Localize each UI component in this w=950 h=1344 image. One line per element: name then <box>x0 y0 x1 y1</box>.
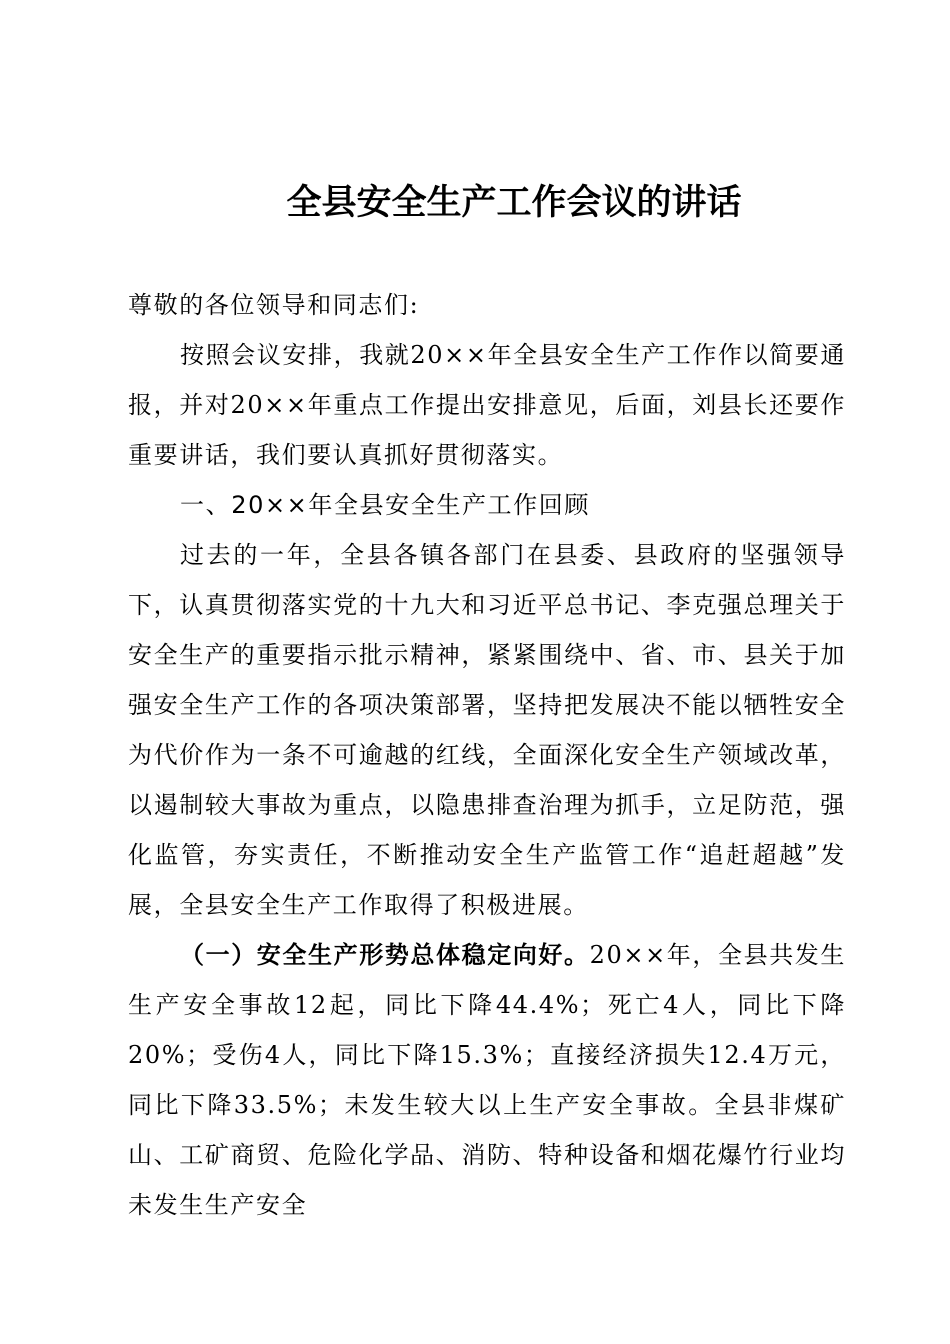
document-title: 全县安全生产工作会议的讲话 <box>286 182 742 223</box>
salutation: 尊敬的各位领导和同志们: <box>128 291 420 319</box>
paragraph-intro: 按照会议安排，我就20××年全县安全生产工作作以简要通报，并对20××年重点工作提出安排意见，后面，刘县长还要作重要讲话，我们要认真抓好贯彻落实。 <box>128 341 846 469</box>
document-body <box>128 280 846 1230</box>
paragraph-review: 过去的一年，全县各镇各部门在县委、县政府的坚强领导下，认真贯彻落实党的十九大和习近平总书记、李克强总理关于安全生产的重要指示批示精神，紧紧围绕中、省、市、县关于加强安全生产工作的各项决策部署，坚持把发展决不能以牺牲安全为代价作为一条不可逾越的红线，全面深化安全生产领域改革，以遏制较大事故为重点，以隐患排查治理为抓手，立足防范，强化监管，夯实责任，不断推动安全生产监管工作“追赶超越”发展，全县安全生产工作取得了积极进展。 <box>128 541 846 919</box>
paragraph-subsection-1 <box>128 930 846 1230</box>
section-heading-review: 一、20××年全县安全生产工作回顾 <box>180 491 590 519</box>
subsection-heading-1: （一）安全生产形势总体稳定向好。 <box>180 940 590 969</box>
subsection-text-1: 20××年，全县共发生生产安全事故12起，同比下降44.4%；死亡4人，同比下降20%；受伤4人，同比下降15.3%；直接经济损失12.4万元，同比下降33.5%；未发生较大以上生产安全事故。全县非煤矿山、工矿商贸、危险化学品、消防、特种设备和烟花爆竹行业均未发生生产安全 <box>128 941 846 1219</box>
